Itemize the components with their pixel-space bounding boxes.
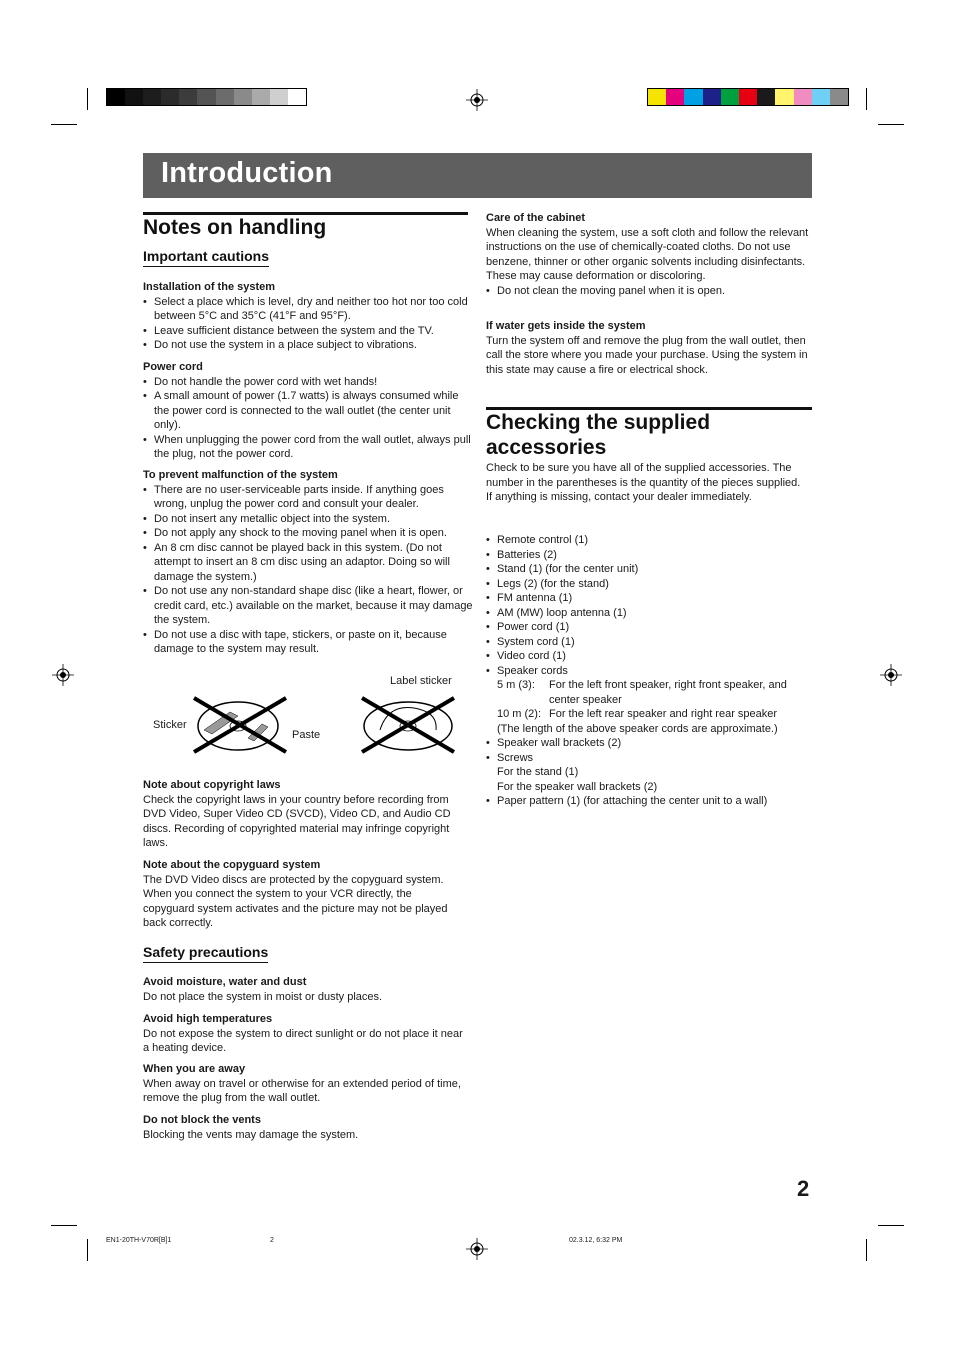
- color-swatch: [107, 89, 125, 105]
- vents-title: Do not block the vents: [143, 1114, 261, 1126]
- copyguard-block: [143, 858, 463, 931]
- away-text: When away on travel or otherwise for an extended period of time, remove the plug from the wall outlet.: [143, 1077, 461, 1104]
- accessories-heading: [486, 410, 710, 460]
- list-item: • Speaker wall brackets (2): [486, 736, 812, 751]
- color-swatch: [197, 89, 215, 105]
- registration-mark-icon: [466, 89, 488, 111]
- speaker-cord-5m: [497, 678, 812, 707]
- speaker-cord-10m-value: For the left rear speaker and right rear speaker: [549, 708, 778, 720]
- color-swatch: [143, 89, 161, 105]
- color-swatch: [252, 89, 270, 105]
- list-item: • System cord (1): [486, 635, 812, 650]
- accessories-heading-line1: Checking the supplied: [486, 411, 711, 434]
- banner-title: Introduction: [161, 157, 333, 189]
- power-cord-block: [143, 360, 473, 462]
- accessories-intro: Check to be sure you have all of the supplied accessories. The number in the parentheses is the quantity of the pieces supplied.: [486, 462, 801, 489]
- registration-mark-icon: [52, 664, 74, 686]
- color-swatch: [666, 89, 684, 105]
- list-item: [486, 664, 812, 737]
- vents-block: [143, 1113, 468, 1142]
- crop-mark: [866, 88, 867, 110]
- crop-mark: [87, 1239, 88, 1261]
- accessories-missing: If anything is missing, contact your dealer immediately.: [486, 491, 752, 503]
- accessories-intro-block: [486, 461, 812, 505]
- list-item: • Do not use the system in a place subject to vibrations.: [143, 338, 473, 353]
- disc-with-sticker-prohibited-icon: [190, 694, 290, 754]
- color-swatch: [830, 89, 848, 105]
- list-item: • AM (MW) loop antenna (1): [486, 606, 812, 621]
- list-item: • Do not handle the power cord with wet hands!: [143, 375, 473, 390]
- color-swatch: [216, 89, 234, 105]
- list-item: • Legs (2) (for the stand): [486, 577, 812, 592]
- list-item: • Video cord (1): [486, 649, 812, 664]
- temperature-text: Do not expose the system to direct sunlight or do not place it near a heating device.: [143, 1027, 463, 1054]
- registration-mark-icon: [466, 1238, 488, 1260]
- registration-mark-icon: [880, 664, 902, 686]
- list-item: [486, 751, 812, 795]
- list-item: • FM antenna (1): [486, 591, 812, 606]
- color-swatch: [812, 89, 830, 105]
- footer-date: 02.3.12, 6:32 PM: [569, 1237, 623, 1244]
- temperature-title: Avoid high temperatures: [143, 1013, 273, 1025]
- copyguard-title: Note about the copyguard system: [143, 859, 321, 871]
- copyright-block: [143, 778, 463, 851]
- speaker-cords-label: Speaker cords: [497, 664, 568, 677]
- away-block: [143, 1062, 468, 1106]
- copyright-title: Note about copyright laws: [143, 779, 281, 791]
- screws-stand: For the stand (1): [497, 766, 579, 778]
- footer-file-id: EN1-20TH-V70R[B]1: [106, 1237, 172, 1244]
- color-swatch: [703, 89, 721, 105]
- sticker-label: Sticker: [153, 719, 187, 731]
- color-swatch: [775, 89, 793, 105]
- list-item: • Do not clean the moving panel when it is open.: [486, 284, 810, 299]
- cabinet-block: [486, 211, 810, 298]
- color-swatch: [161, 89, 179, 105]
- safety-precautions-heading: Safety precautions: [143, 944, 268, 963]
- color-swatch: [288, 89, 306, 105]
- malfunction-block: [143, 468, 473, 657]
- label-sticker-label: Label sticker: [390, 675, 452, 687]
- color-swatch: [234, 89, 252, 105]
- list-item: • Leave sufficient distance between the system and the TV.: [143, 324, 473, 339]
- color-swatch: [648, 89, 666, 105]
- section-banner: [143, 153, 812, 198]
- power-cord-title: Power cord: [143, 361, 203, 373]
- color-swatch: [721, 89, 739, 105]
- moisture-title: Avoid moisture, water and dust: [143, 976, 307, 988]
- copyguard-text: The DVD Video discs are protected by the copyguard system. When you connect the system to your VCR directly, the copyguard system activates and the picture may not be played back correctly.: [143, 873, 448, 929]
- crop-mark: [866, 1239, 867, 1261]
- copyright-text: Check the copyright laws in your country before recording from DVD Video, Super Video CD (SVCD), Video CD, and Audio CD discs. Recording of copyrighted material may infringe copyright laws.: [143, 793, 451, 849]
- away-title: When you are away: [143, 1063, 246, 1075]
- crop-mark: [878, 124, 904, 125]
- disc-with-label-sticker-prohibited-icon: [358, 694, 458, 754]
- list-item: • There are no user-serviceable parts inside. If anything goes wrong, unplug the power cord and consult your dealer.: [143, 483, 473, 512]
- list-item: • Do not insert any metallic object into the system.: [143, 512, 473, 527]
- moisture-block: [143, 975, 468, 1004]
- crop-mark: [51, 124, 77, 125]
- page-number: 2: [797, 1176, 810, 1201]
- color-bar-process: [647, 88, 849, 106]
- malfunction-title: To prevent malfunction of the system: [143, 469, 338, 481]
- water-title: If water gets inside the system: [486, 320, 646, 332]
- moisture-text: Do not place the system in moist or dusty places.: [143, 990, 383, 1003]
- speaker-cord-10m-key: 10 m (2):: [497, 708, 542, 720]
- color-swatch: [739, 89, 757, 105]
- water-text: Turn the system off and remove the plug from the wall outlet, then call the store where you made your purchase. Using the system in this state may cause a fire or electrical shock.: [486, 334, 808, 376]
- list-item: • Do not use a disc with tape, stickers, or paste on it, because damage to the system may result.: [143, 628, 473, 657]
- accessories-list: [486, 533, 812, 809]
- color-swatch: [684, 89, 702, 105]
- crop-mark: [87, 88, 88, 110]
- color-swatch: [179, 89, 197, 105]
- footer-page: 2: [270, 1237, 274, 1244]
- paste-label: Paste: [292, 729, 321, 741]
- accessories-heading-line2: accessories: [486, 436, 607, 459]
- speaker-cord-5m-value: For the left front speaker, right front speaker, and center speaker: [549, 679, 787, 706]
- list-item: • Paper pattern (1) (for attaching the center unit to a wall): [486, 794, 812, 809]
- installation-title: Installation of the system: [143, 281, 276, 293]
- speaker-cord-5m-key: 5 m (3):: [497, 679, 535, 691]
- color-swatch: [757, 89, 775, 105]
- screws-label: Screws: [497, 751, 534, 764]
- water-block: [486, 319, 812, 377]
- list-item: • Batteries (2): [486, 548, 812, 563]
- list-item: • Power cord (1): [486, 620, 812, 635]
- color-swatch: [125, 89, 143, 105]
- speaker-cord-note: (The length of the above speaker cords are approximate.): [497, 722, 778, 735]
- notes-on-handling-heading: Notes on handling: [143, 216, 327, 239]
- vents-text: Blocking the vents may damage the system.: [143, 1128, 359, 1141]
- list-item: • An 8 cm disc cannot be played back in this system. (Do not attempt to insert an 8 cm disc using an adaptor. Doing so will damage the system.): [143, 541, 473, 585]
- color-swatch: [270, 89, 288, 105]
- temperature-block: [143, 1012, 468, 1056]
- list-item: • Remote control (1): [486, 533, 812, 548]
- installation-block: [143, 280, 473, 353]
- list-item: • Stand (1) (for the center unit): [486, 562, 812, 577]
- cabinet-title: Care of the cabinet: [486, 212, 586, 224]
- important-cautions-heading: Important cautions: [143, 248, 269, 267]
- crop-mark: [878, 1225, 904, 1226]
- speaker-cord-10m: [497, 707, 812, 722]
- color-bar-grayscale: [106, 88, 307, 106]
- list-item: • A small amount of power (1.7 watts) is always consumed while the power cord is connected to the wall outlet (the center unit only).: [143, 389, 473, 433]
- list-item: • Do not use any non-standard shape disc (like a heart, flower, or credit card, etc.) available on the market, because it may damage the system.: [143, 584, 473, 628]
- screws-brackets: For the speaker wall brackets (2): [497, 780, 658, 793]
- list-item: • When unplugging the power cord from the wall outlet, always pull the plug, not the power cord.: [143, 433, 473, 462]
- cabinet-text: When cleaning the system, use a soft cloth and follow the relevant instructions on the use of chemically-coated cloths. Do not use benzene, thinner or other organic solvents including disinfectants. These may cause deformation or discoloring.: [486, 226, 809, 282]
- crop-mark: [51, 1225, 77, 1226]
- color-swatch: [794, 89, 812, 105]
- list-item: • Select a place which is level, dry and neither too hot nor too cold between 5°C and 35°C (41°F and 95°F).: [143, 295, 473, 324]
- list-item: • Do not apply any shock to the moving panel when it is open.: [143, 526, 473, 541]
